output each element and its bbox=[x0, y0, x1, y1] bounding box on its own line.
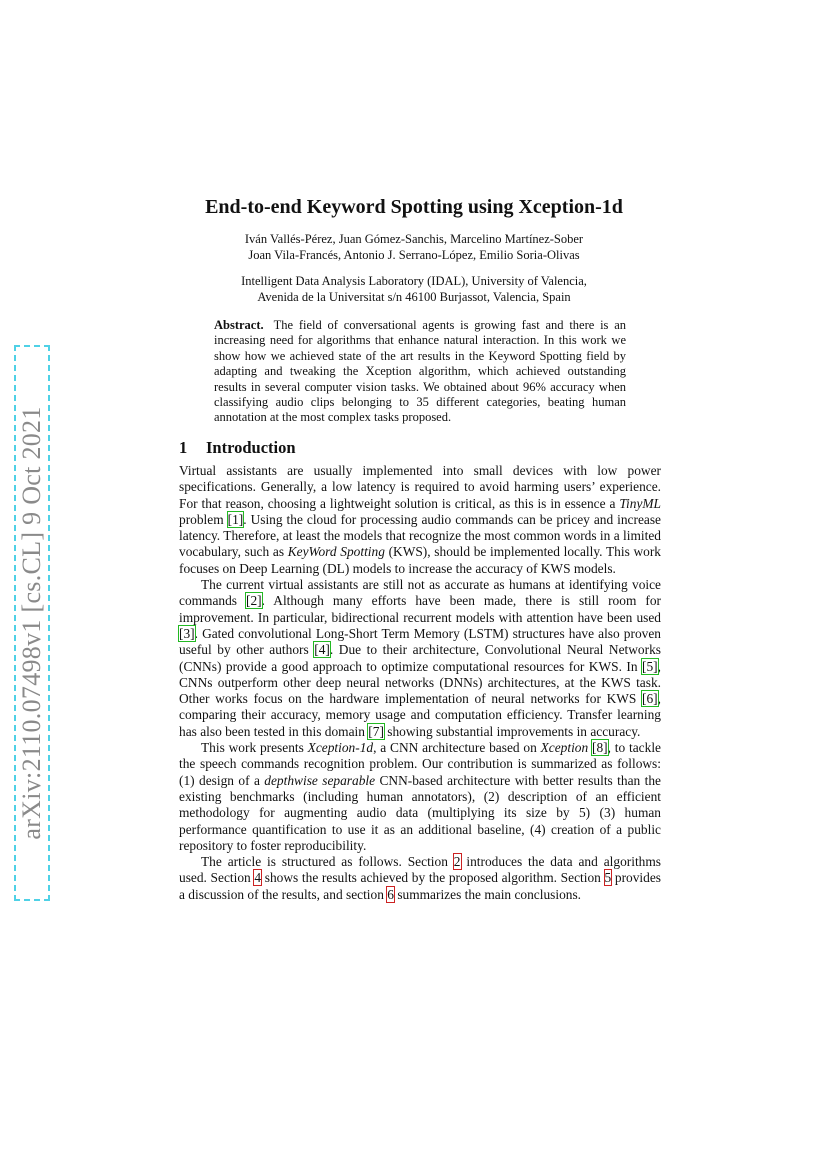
abstract-label: Abstract. bbox=[214, 318, 264, 332]
affiliation bbox=[0, 273, 828, 305]
arxiv-identifier-text: arXiv:2110.07498v1 [cs.CL] 9 Oct 2021 bbox=[17, 406, 46, 840]
section-link[interactable]: 5 bbox=[604, 870, 612, 886]
citation-link[interactable]: [4] bbox=[314, 642, 330, 658]
text-run: . Due to their architecture, Convolutional Neural Networks (CNNs) provide a good approach to optimize computational resources for KWS. In bbox=[179, 642, 661, 674]
section-number: 1 bbox=[179, 438, 188, 457]
text-run: CNN-based architecture with better results than the existing benchmarks (including human annotators), (2) description of an efficient methodology for augmenting audio data (multiplying its size by 5) (3) human performance quantification to use it as an additional baseline, (4) creation of a public repository to foster reproducibility. bbox=[179, 772, 661, 853]
affiliation-line-2: Avenida de la Universitat s/n 46100 Burjassot, Valencia, Spain bbox=[257, 290, 571, 304]
emphasized-text: Xception-1d bbox=[307, 740, 374, 756]
arxiv-identifier-stamp bbox=[14, 345, 50, 901]
abstract bbox=[214, 318, 626, 426]
text-run: . Using the cloud for processing audio commands can be pricey and increase latency. Therefore, at least the models that recognize the most common words in a limited vocabulary, such as bbox=[179, 511, 661, 560]
text-run: This work presents bbox=[201, 740, 308, 756]
citation-link[interactable]: [6] bbox=[642, 691, 658, 707]
author-list bbox=[0, 231, 828, 263]
text-run: . Although many efforts have been made, there is still room for improvement. In particular, bidirectional recurrent models with attention have been used bbox=[179, 593, 661, 625]
citation-link[interactable]: [5] bbox=[642, 658, 658, 674]
citation-link[interactable]: [7] bbox=[368, 723, 384, 739]
citation-link[interactable]: [3] bbox=[179, 625, 195, 641]
text-run: showing substantial improvements in accuracy. bbox=[383, 723, 641, 739]
authors-line-1: Iván Vallés-Pérez, Juan Gómez-Sanchis, Marcelino Martínez-Sober bbox=[244, 232, 584, 246]
text-run: (KWS), should be implemented locally. This work focuses on Deep Learning (DL) models to increase the accuracy of KWS models. bbox=[179, 544, 661, 576]
text-run: The current virtual assistants are still not as accurate as humans at identifying voice commands bbox=[179, 577, 661, 609]
text-run: Virtual assistants are usually implemented into small devices with low power specifications. Generally, a low latency is required to avoid harming users’ experience. For that reason, choosing a lightweight solution is critical, as this is in essence a bbox=[179, 463, 661, 511]
text-run: , CNNs outperform other deep neural networks (DNNs) architectures, at the KWS task. Other works focus on the hardware implementation of neural networks for KWS bbox=[179, 658, 661, 707]
section-heading-introduction bbox=[179, 438, 296, 458]
section-link[interactable]: 4 bbox=[254, 870, 262, 886]
abstract-text: The field of conversational agents is growing fast and there is an increasing need for algorithms that enhance natural interaction. In this work we show how we achieved state of the art results in the Keyword Spotting field by adapting and tweaking the Xception algorithm, which achieved outstanding results in several computer vision tasks. We obtained about 96% accuracy when classifying audio clips belonging to 35 different categories, beating human annotation at the most complex tasks proposed. bbox=[214, 318, 626, 425]
emphasized-text: depthwise separable bbox=[264, 772, 376, 788]
section-link[interactable]: 6 bbox=[387, 886, 394, 902]
emphasized-text: TinyML bbox=[619, 495, 661, 511]
text-run: . Gated convolutional Long-Short Term Memory (LSTM) structures have also proven useful by other authors bbox=[179, 625, 661, 658]
text-run: , comparing their accuracy, memory usage and computation efficiency. Transfer learning has also been tested in this domain bbox=[179, 691, 661, 739]
section-title: Introduction bbox=[206, 438, 296, 457]
authors-line-2: Joan Vila-Francés, Antonio J. Serrano-López, Emilio Soria-Olivas bbox=[248, 248, 580, 262]
emphasized-text: KeyWord Spotting bbox=[287, 544, 385, 560]
paragraph bbox=[179, 740, 661, 854]
text-run: summarizes the main conclusions. bbox=[393, 886, 582, 902]
text-run: introduces the data and algorithms used. Section bbox=[179, 854, 661, 886]
text-run: shows the results achieved by the proposed algorithm. Section bbox=[261, 870, 605, 886]
text-run: problem bbox=[179, 511, 228, 527]
paper-title: End-to-end Keyword Spotting using Xception-1d bbox=[205, 196, 623, 218]
text-run: provides a discussion of the results, and section bbox=[179, 870, 661, 902]
citation-link[interactable]: [1] bbox=[227, 511, 244, 527]
paragraph bbox=[179, 463, 661, 577]
citation-link[interactable]: [2] bbox=[246, 593, 262, 609]
text-run: , a CNN architecture based on bbox=[373, 740, 541, 756]
emphasized-text: Xception bbox=[540, 740, 589, 756]
introduction-body bbox=[179, 463, 661, 903]
paragraph bbox=[179, 577, 661, 740]
affiliation-line-1: Intelligent Data Analysis Laboratory (IDAL), University of Valencia, bbox=[241, 274, 587, 288]
text-run: , to tackle the speech commands recognition problem. Our contribution is summarized as follows: (1) design of a bbox=[179, 740, 661, 788]
section-link[interactable]: 2 bbox=[453, 854, 461, 870]
text-run: The article is structured as follows. Section bbox=[201, 854, 454, 870]
paragraph bbox=[179, 854, 661, 903]
citation-link[interactable]: [8] bbox=[592, 740, 608, 756]
